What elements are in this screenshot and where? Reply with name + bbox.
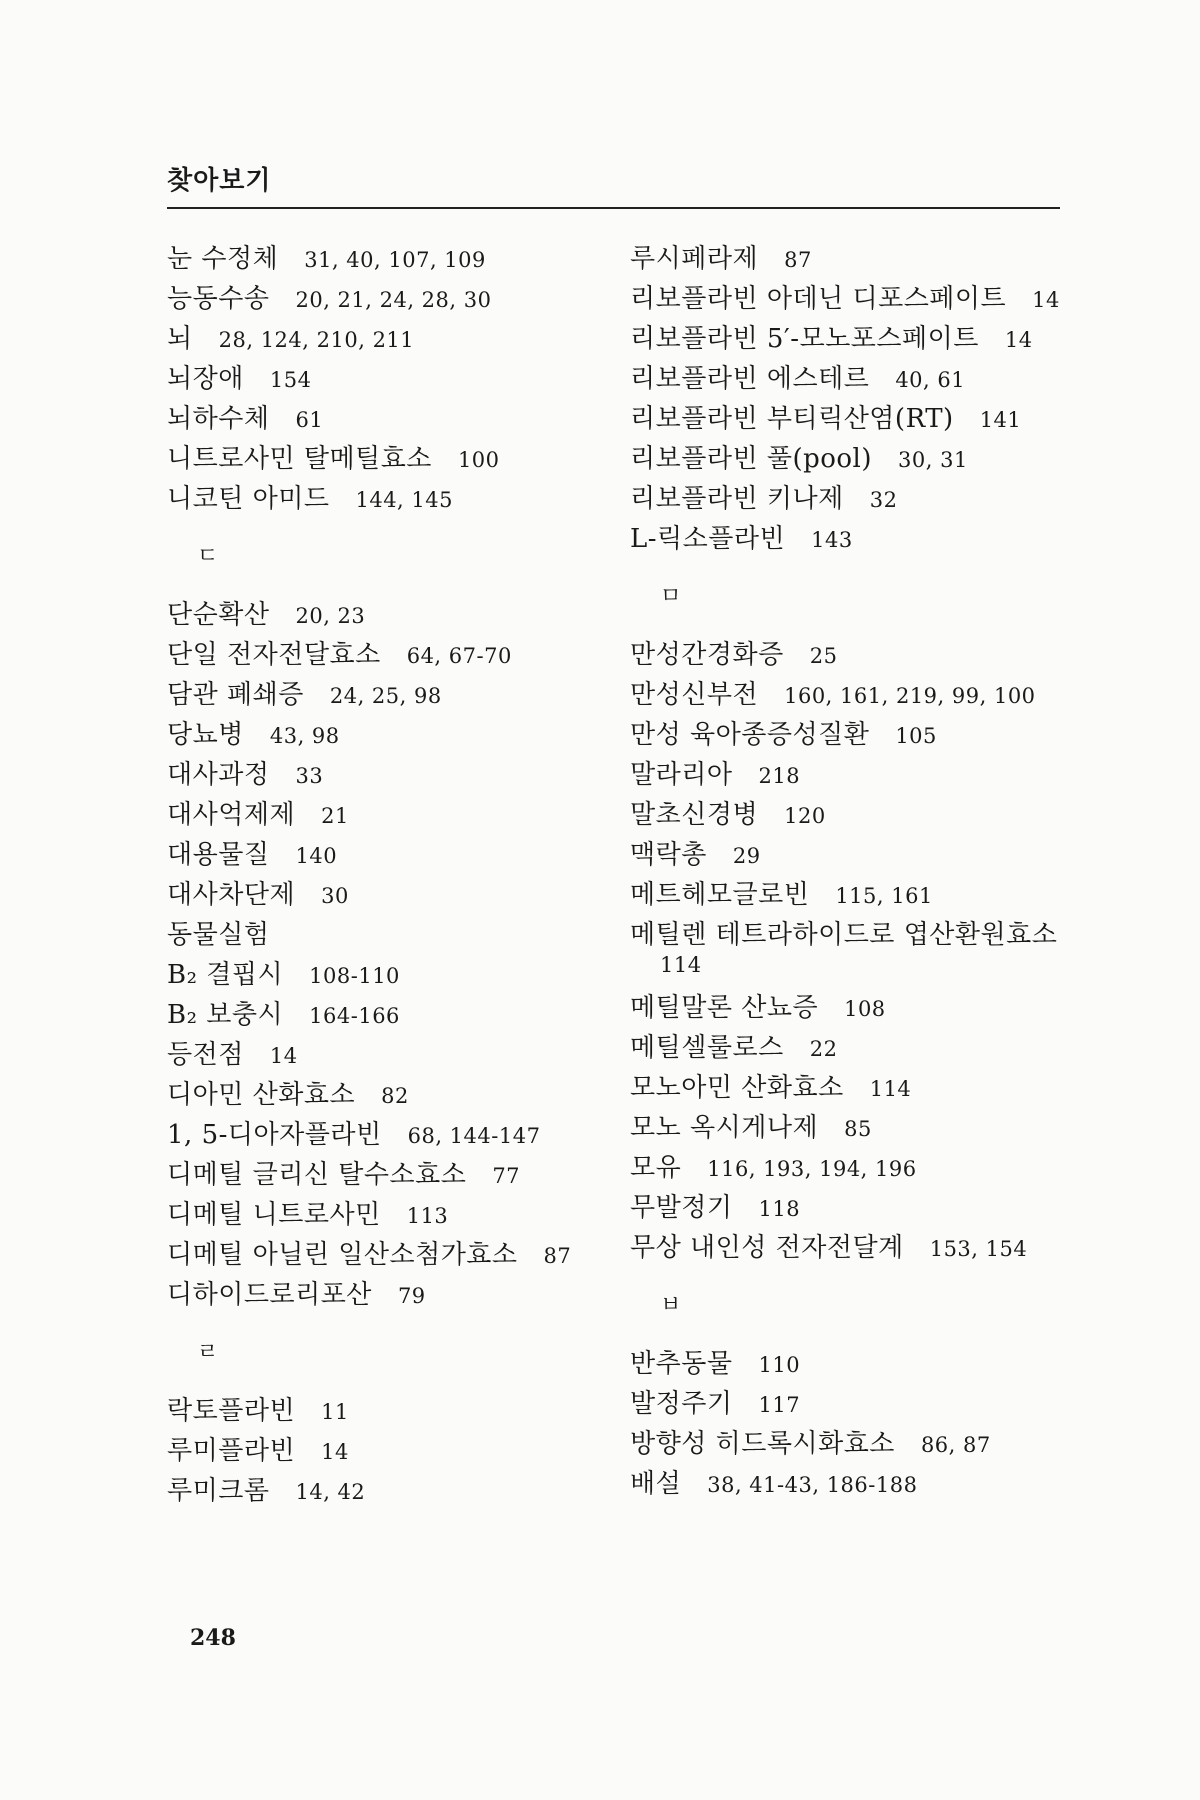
- index-term: 리보플라빈 5′-모노포스페이트: [630, 324, 979, 354]
- section-heading: ㅁ: [660, 584, 682, 609]
- index-entry: [167, 1034, 607, 1074]
- index-pages: 61: [295, 408, 324, 432]
- left-column: [167, 238, 607, 1510]
- index-entry: [630, 634, 1060, 674]
- index-group: [630, 1343, 1060, 1503]
- index-pages: 25: [809, 644, 838, 668]
- index-entry: [167, 1154, 607, 1194]
- index-entry: [630, 874, 1060, 914]
- index-pages: 110: [758, 1353, 801, 1377]
- index-pages: 86, 87: [920, 1433, 991, 1457]
- index-entry: [630, 1383, 1060, 1423]
- index-entry: [167, 1234, 607, 1274]
- index-pages: 144, 145: [355, 488, 453, 512]
- index-term: 리보플라빈 에스테르: [630, 364, 870, 394]
- index-term: 대용물질: [167, 840, 270, 870]
- index-pages: 153, 154: [929, 1237, 1028, 1261]
- index-term: B₂ 보충시: [167, 1000, 284, 1030]
- index-pages: 31, 40, 107, 109: [304, 248, 486, 272]
- index-entry: [630, 1463, 1060, 1503]
- index-entry: [167, 754, 607, 794]
- index-term: 메트헤모글로빈: [630, 880, 810, 910]
- index-entry: [167, 1470, 607, 1510]
- index-entry: [630, 987, 1060, 1027]
- index-term: 당뇨병: [167, 720, 244, 750]
- index-term: 맥락총: [630, 840, 707, 870]
- index-entry: [167, 398, 607, 438]
- index-term: 1, 5-디아자플라빈: [167, 1120, 382, 1150]
- index-term: 동물실험: [167, 920, 270, 950]
- index-term: 방향성 히드록시화효소: [630, 1429, 895, 1459]
- index-entry: [167, 674, 607, 714]
- index-entry: [167, 478, 607, 518]
- index-term: 메틸셀룰로스: [630, 1033, 784, 1063]
- index-entry: [630, 398, 1060, 438]
- index-pages: 87: [543, 1244, 572, 1268]
- index-term: 만성신부전: [630, 680, 759, 710]
- index-pages: 29: [732, 844, 761, 868]
- index-term: 발정주기: [630, 1389, 733, 1419]
- index-pages: 160, 161, 219, 99, 100: [784, 684, 1036, 708]
- index-entry: [167, 954, 607, 994]
- index-group: [167, 594, 607, 1314]
- index-pages: 32: [869, 488, 898, 512]
- index-group: [167, 238, 607, 518]
- index-pages: 14: [1004, 328, 1033, 352]
- index-term: 담관 폐쇄증: [167, 680, 304, 710]
- section-heading: ㄷ: [197, 544, 219, 569]
- index-term: 리보플라빈 키나제: [630, 484, 844, 514]
- index-term: 락토플라빈: [167, 1396, 296, 1426]
- index-pages: 108-110: [309, 964, 400, 988]
- index-term: 뇌하수체: [167, 404, 270, 434]
- index-pages: 143: [811, 528, 853, 552]
- index-entry: [167, 634, 607, 674]
- index-entry: [630, 1343, 1060, 1383]
- index-entry: [630, 794, 1060, 834]
- index-term: 무상 내인성 전자전달계: [630, 1233, 904, 1263]
- page-number: 248: [190, 1625, 236, 1651]
- index-entry: [167, 714, 607, 754]
- index-entry: [630, 478, 1060, 518]
- index-term: 디메틸 아닐린 일산소첨가효소: [167, 1240, 518, 1270]
- page-header: [167, 160, 1060, 209]
- index-term: 말초신경병: [630, 800, 759, 830]
- index-term: 대사차단제: [167, 880, 296, 910]
- index-entry: [167, 1114, 607, 1154]
- index-pages: 100: [457, 448, 500, 472]
- index-term: 말라리아: [630, 760, 733, 790]
- index-pages: 22: [809, 1037, 838, 1061]
- index-term: 리보플라빈 아데닌 디포스페이트: [630, 284, 1007, 314]
- index-term: 뇌: [167, 324, 193, 354]
- index-pages: 14: [321, 1440, 349, 1464]
- index-entry: [630, 518, 1060, 558]
- page-title: 찾아보기: [167, 166, 272, 196]
- index-pages: 14: [269, 1044, 298, 1068]
- index-term: 능동수송: [167, 284, 270, 314]
- index-entry: [167, 874, 607, 914]
- index-pages: 85: [844, 1117, 872, 1141]
- index-pages: 11: [321, 1400, 349, 1424]
- index-term: 단순확산: [167, 600, 270, 630]
- index-pages: 105: [895, 724, 937, 748]
- index-pages: 218: [758, 764, 801, 788]
- section-heading: ㄹ: [197, 1340, 219, 1365]
- index-pages: 113: [406, 1204, 449, 1228]
- index-entry: [630, 318, 1060, 358]
- index-entry: [167, 358, 607, 398]
- index-pages: 82: [381, 1084, 409, 1108]
- index-entry: [167, 994, 607, 1034]
- index-pages: 30: [321, 884, 349, 908]
- index-entry: [167, 794, 607, 834]
- index-pages: 114: [660, 953, 702, 977]
- index-term: L-릭소플라빈: [630, 524, 786, 554]
- index-term: 디메틸 니트로사민: [167, 1200, 381, 1230]
- index-entry: [630, 1187, 1060, 1227]
- index-term: 반추동물: [630, 1349, 733, 1379]
- index-pages: 79: [397, 1284, 426, 1308]
- index-pages: 114: [869, 1077, 912, 1101]
- index-term: 눈 수정체: [167, 244, 279, 274]
- index-pages: 43, 98: [269, 724, 340, 748]
- index-term: 대사억제제: [167, 800, 296, 830]
- index-pages: 68, 144-147: [407, 1124, 541, 1148]
- index-entry: [630, 1227, 1060, 1267]
- index-term: 대사과정: [167, 760, 270, 790]
- index-group: [630, 238, 1060, 558]
- index-term: 루미플라빈: [167, 1436, 296, 1466]
- index-pages: 116, 193, 194, 196: [707, 1157, 917, 1181]
- index-entry: [167, 278, 607, 318]
- index-entry: [167, 594, 607, 634]
- index-term: 디아민 산화효소: [167, 1080, 356, 1110]
- index-pages: 33: [295, 764, 324, 788]
- index-term: 리보플라빈 부티릭산염(RT): [630, 404, 954, 434]
- index-pages: 40, 61: [895, 368, 966, 392]
- index-pages: 77: [492, 1164, 521, 1188]
- index-pages: 164-166: [309, 1004, 400, 1028]
- index-pages: 14, 42: [295, 1480, 366, 1504]
- index-entry: [167, 1074, 607, 1114]
- index-entry: [630, 754, 1060, 794]
- index-term: 루시페라제: [630, 244, 759, 274]
- index-pages: 21: [321, 804, 349, 828]
- index-term: 니코틴 아미드: [167, 484, 330, 514]
- index-entry: [167, 438, 607, 478]
- index-term: 무발정기: [630, 1193, 733, 1223]
- index-term: B₂ 결핍시: [167, 960, 284, 990]
- index-term: 루미크롬: [167, 1476, 270, 1506]
- index-pages: 140: [295, 844, 338, 868]
- index-entry: [630, 1067, 1060, 1107]
- index-pages: 141: [979, 408, 1022, 432]
- index-entry: [167, 1194, 607, 1234]
- index-entry: [630, 1423, 1060, 1463]
- index-entry: [167, 914, 607, 954]
- index-term: 뇌장애: [167, 364, 244, 394]
- index-entry: [630, 438, 1060, 478]
- index-pages: 24, 25, 98: [329, 684, 442, 708]
- index-pages: 120: [784, 804, 826, 828]
- index-group: [167, 1390, 607, 1510]
- index-entry: [630, 914, 1060, 987]
- index-pages: 28, 124, 210, 211: [218, 328, 415, 352]
- index-pages: 64, 67-70: [406, 644, 512, 668]
- index-term: 모노아민 산화효소: [630, 1073, 844, 1103]
- index-pages: 118: [758, 1197, 801, 1221]
- index-entry: [630, 238, 1060, 278]
- right-column: [630, 238, 1060, 1503]
- section-heading: ㅂ: [660, 1293, 682, 1318]
- index-entry: [167, 1274, 607, 1314]
- index-entry: [167, 834, 607, 874]
- index-pages: 38, 41-43, 186-188: [707, 1473, 918, 1497]
- index-entry: [630, 358, 1060, 398]
- index-pages: 20, 21, 24, 28, 30: [295, 288, 492, 312]
- index-entry: [630, 278, 1060, 318]
- index-term: 등전점: [167, 1040, 244, 1070]
- index-term: 만성 육아종증성질환: [630, 720, 870, 750]
- index-entry: [630, 714, 1060, 754]
- index-term: 만성간경화증: [630, 640, 784, 670]
- index-term: 모노 옥시게나제: [630, 1113, 819, 1143]
- index-pages: 154: [269, 368, 312, 392]
- index-term: 메틸말론 산뇨증: [630, 993, 819, 1023]
- index-term: 디메틸 글리신 탈수소효소: [167, 1160, 467, 1190]
- index-pages: 87: [784, 248, 812, 272]
- index-term: 모유: [630, 1153, 682, 1183]
- index-entry: [630, 834, 1060, 874]
- index-entry: [167, 1390, 607, 1430]
- index-entry: [167, 238, 607, 278]
- index-entry: [167, 318, 607, 358]
- index-pages: 20, 23: [295, 604, 366, 628]
- index-term: 배설: [630, 1469, 682, 1499]
- index-pages: 117: [758, 1393, 801, 1417]
- index-pages: 14: [1032, 288, 1060, 312]
- index-term: 단일 전자전달효소: [167, 640, 381, 670]
- index-term: 리보플라빈 풀(pool): [630, 444, 873, 474]
- index-entry: [167, 1430, 607, 1470]
- index-entry: [630, 1147, 1060, 1187]
- index-term: 디하이드로리포산: [167, 1280, 372, 1310]
- index-pages: 108: [844, 997, 886, 1021]
- index-term: 니트로사민 탈메틸효소: [167, 444, 432, 474]
- index-entry: [630, 1107, 1060, 1147]
- index-pages: 30, 31: [898, 448, 968, 472]
- index-pages: 115, 161: [835, 884, 933, 908]
- index-group: [630, 634, 1060, 1267]
- index-entry: [630, 674, 1060, 714]
- index-term: 메틸렌 테트라하이드로 엽산환원효소: [630, 920, 1058, 950]
- index-entry: [630, 1027, 1060, 1067]
